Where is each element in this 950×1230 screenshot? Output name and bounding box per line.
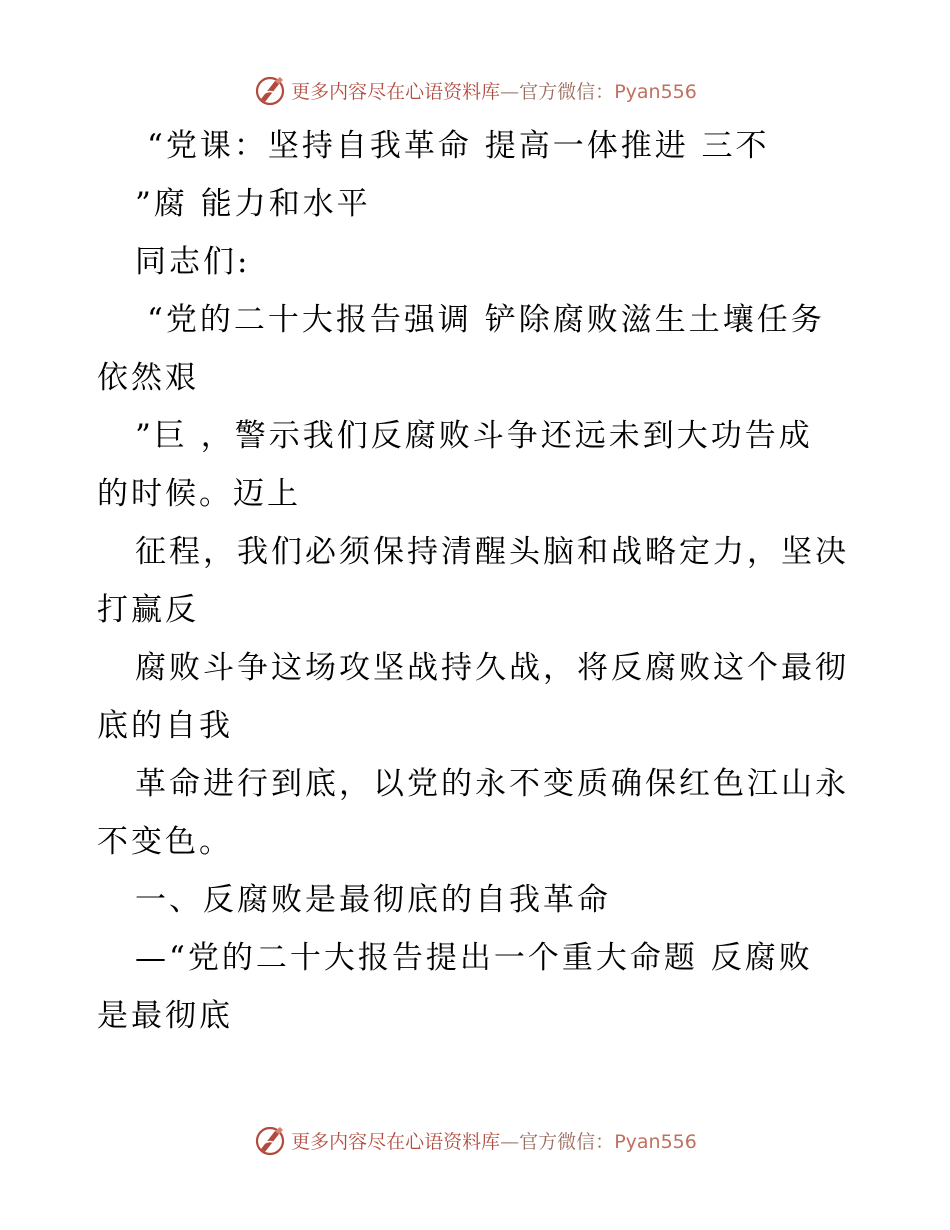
watermark-separator: — [500, 1130, 520, 1153]
title-line-1: “党课：坚持自我革命 提高一体推进 三不 [147, 128, 770, 164]
watermark-brand: 更多内容尽在心语资料库 [291, 1130, 501, 1153]
section-heading: 一、反腐败是最彻底的自我革命 [135, 882, 611, 918]
paragraph-line: 是最彻底 [97, 998, 233, 1034]
paragraph-line: 不变色。 [97, 824, 233, 860]
paragraph-line: 革命进行到底，以党的永不变质确保红色江山永 [135, 766, 849, 802]
paragraph-line: 依然艰 [97, 360, 199, 396]
watermark-id: Pyan556 [614, 80, 697, 103]
header-watermark [0, 70, 950, 110]
paragraph-line: 打赢反 [97, 592, 199, 628]
header-watermark-text [291, 77, 697, 104]
paragraph-line: 腐败斗争这场攻坚战持久战，将反腐败这个最彻 [135, 650, 849, 686]
footer-watermark-text [291, 1127, 697, 1154]
watermark-separator: — [500, 80, 520, 103]
salutation: 同志们: [135, 244, 251, 280]
pen-logo-icon [253, 73, 287, 107]
title-line-2: ”腐 能力和水平 [135, 186, 371, 222]
watermark-id: Pyan556 [614, 1130, 697, 1153]
paragraph-line: —“党的二十大报告提出一个重大命题 反腐败 [135, 940, 813, 976]
paragraph-line: 征程，我们必须保持清醒头脑和战略定力，坚决 [135, 534, 849, 570]
watermark-label: 官方微信： [519, 1130, 615, 1153]
pen-logo-icon [253, 1123, 287, 1157]
paragraph-line: 底的自我 [97, 708, 233, 744]
paragraph-line: ”巨 ，警示我们反腐败斗争还远未到大功告成 [135, 418, 813, 454]
paragraph-line: “党的二十大报告强调 铲除腐败滋生土壤任务 [147, 302, 825, 338]
paragraph-line: 的时候。迈上 [97, 476, 301, 512]
footer-watermark [0, 1120, 950, 1160]
document-body [97, 117, 857, 1045]
watermark-label: 官方微信： [519, 80, 615, 103]
watermark-brand: 更多内容尽在心语资料库 [291, 80, 501, 103]
